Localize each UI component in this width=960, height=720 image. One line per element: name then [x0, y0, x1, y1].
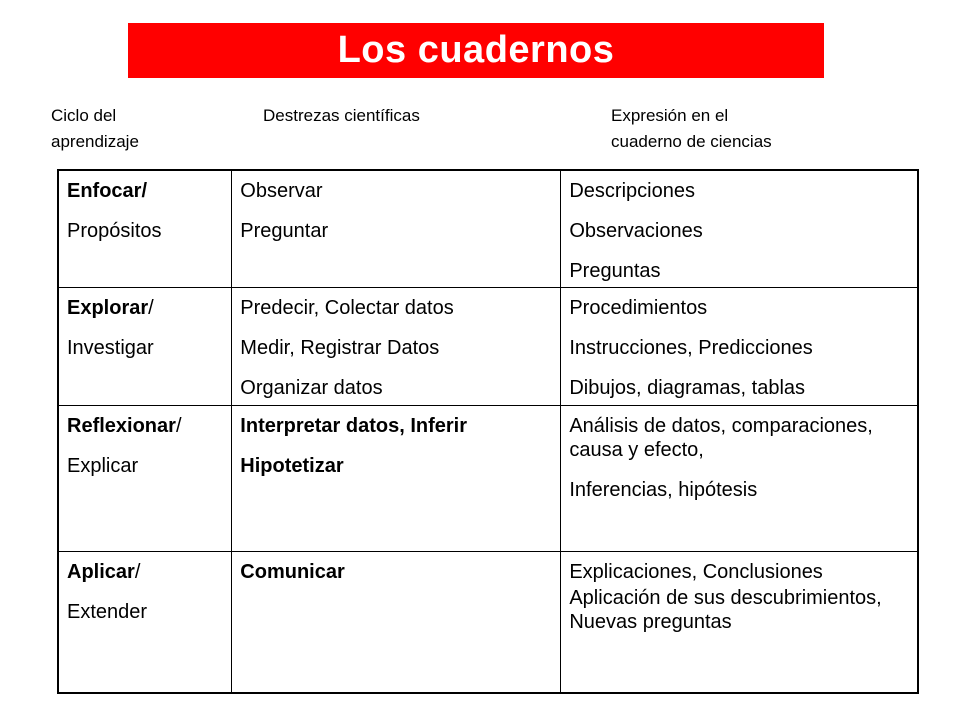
- phase-cell: [58, 170, 232, 287]
- expression-item: Observaciones: [569, 220, 703, 242]
- skills-cell: [232, 405, 561, 551]
- table-row: [58, 405, 918, 551]
- phase-cell: [58, 551, 232, 693]
- expression-item: Dibujos, diagramas, tablas: [569, 376, 806, 399]
- notebook-table: [57, 169, 919, 694]
- column-header-expression-line: Expresión en el: [611, 106, 729, 125]
- expression-item: Instrucciones, Predicciones: [569, 336, 813, 359]
- skill-item: Predecir, Colectar datos: [240, 296, 454, 319]
- column-header-cycle-line: aprendizaje: [51, 132, 139, 151]
- expression-item: Inferencias, hipótesis: [569, 478, 758, 501]
- phase-cell: [58, 287, 232, 405]
- expression-item: Descripciones: [569, 180, 695, 202]
- skills-cell: [232, 170, 561, 287]
- phase-subtitle: Propósitos: [67, 220, 162, 242]
- phase-bold: Enfocar: [67, 180, 142, 202]
- phase-name: [67, 414, 223, 438]
- phase-name: [67, 560, 223, 584]
- expression-cell: [561, 405, 918, 551]
- column-header-cycle: [51, 103, 201, 155]
- expression-item: Preguntas: [569, 260, 661, 282]
- column-header-expression: [611, 103, 911, 155]
- column-header-skills: [263, 103, 563, 129]
- skill-item: Observar: [240, 180, 323, 202]
- phase-subtitle: Extender: [67, 600, 148, 623]
- table-row: [58, 551, 918, 693]
- skill-item: Organizar datos: [240, 376, 383, 399]
- phase-name: [67, 296, 223, 320]
- skill-item: Interpretar datos, Inferir: [240, 414, 468, 437]
- table-row: [58, 287, 918, 405]
- page-title: Los cuadernos: [128, 23, 824, 78]
- skill-item: Hipotetizar: [240, 454, 344, 477]
- phase-slash: /: [175, 414, 182, 437]
- phase-cell: [58, 405, 232, 551]
- phase-bold: Explorar: [67, 296, 149, 319]
- column-header-expression-line: cuaderno de ciencias: [611, 132, 772, 151]
- table-row: [58, 170, 918, 287]
- phase-name: [67, 179, 223, 203]
- phase-slash: /: [141, 180, 148, 202]
- expression-cell: [561, 170, 918, 287]
- phase-subtitle: Explicar: [67, 454, 139, 477]
- column-header-skills-line: Destrezas científicas: [263, 106, 420, 125]
- skills-cell: [232, 551, 561, 693]
- skills-cell: [232, 287, 561, 405]
- skill-item: Comunicar: [240, 560, 345, 583]
- expression-cell: [561, 287, 918, 405]
- column-header-cycle-line: Ciclo del: [51, 106, 117, 125]
- skill-item: Preguntar: [240, 220, 329, 242]
- expression-item: Aplicación de sus descubrimientos, Nuevas preguntas: [569, 586, 882, 633]
- phase-slash: /: [134, 560, 141, 583]
- phase-subtitle: Investigar: [67, 336, 154, 359]
- phase-bold: Reflexionar: [67, 414, 176, 437]
- expression-item: Procedimientos: [569, 296, 708, 319]
- expression-item: Explicaciones, Conclusiones: [569, 560, 823, 583]
- phase-slash: /: [148, 296, 154, 319]
- expression-item: Análisis de datos, comparaciones, causa y efecto,: [569, 414, 873, 461]
- expression-cell: [561, 551, 918, 693]
- phase-bold: Aplicar: [67, 560, 135, 583]
- skill-item: Medir, Registrar Datos: [240, 336, 440, 359]
